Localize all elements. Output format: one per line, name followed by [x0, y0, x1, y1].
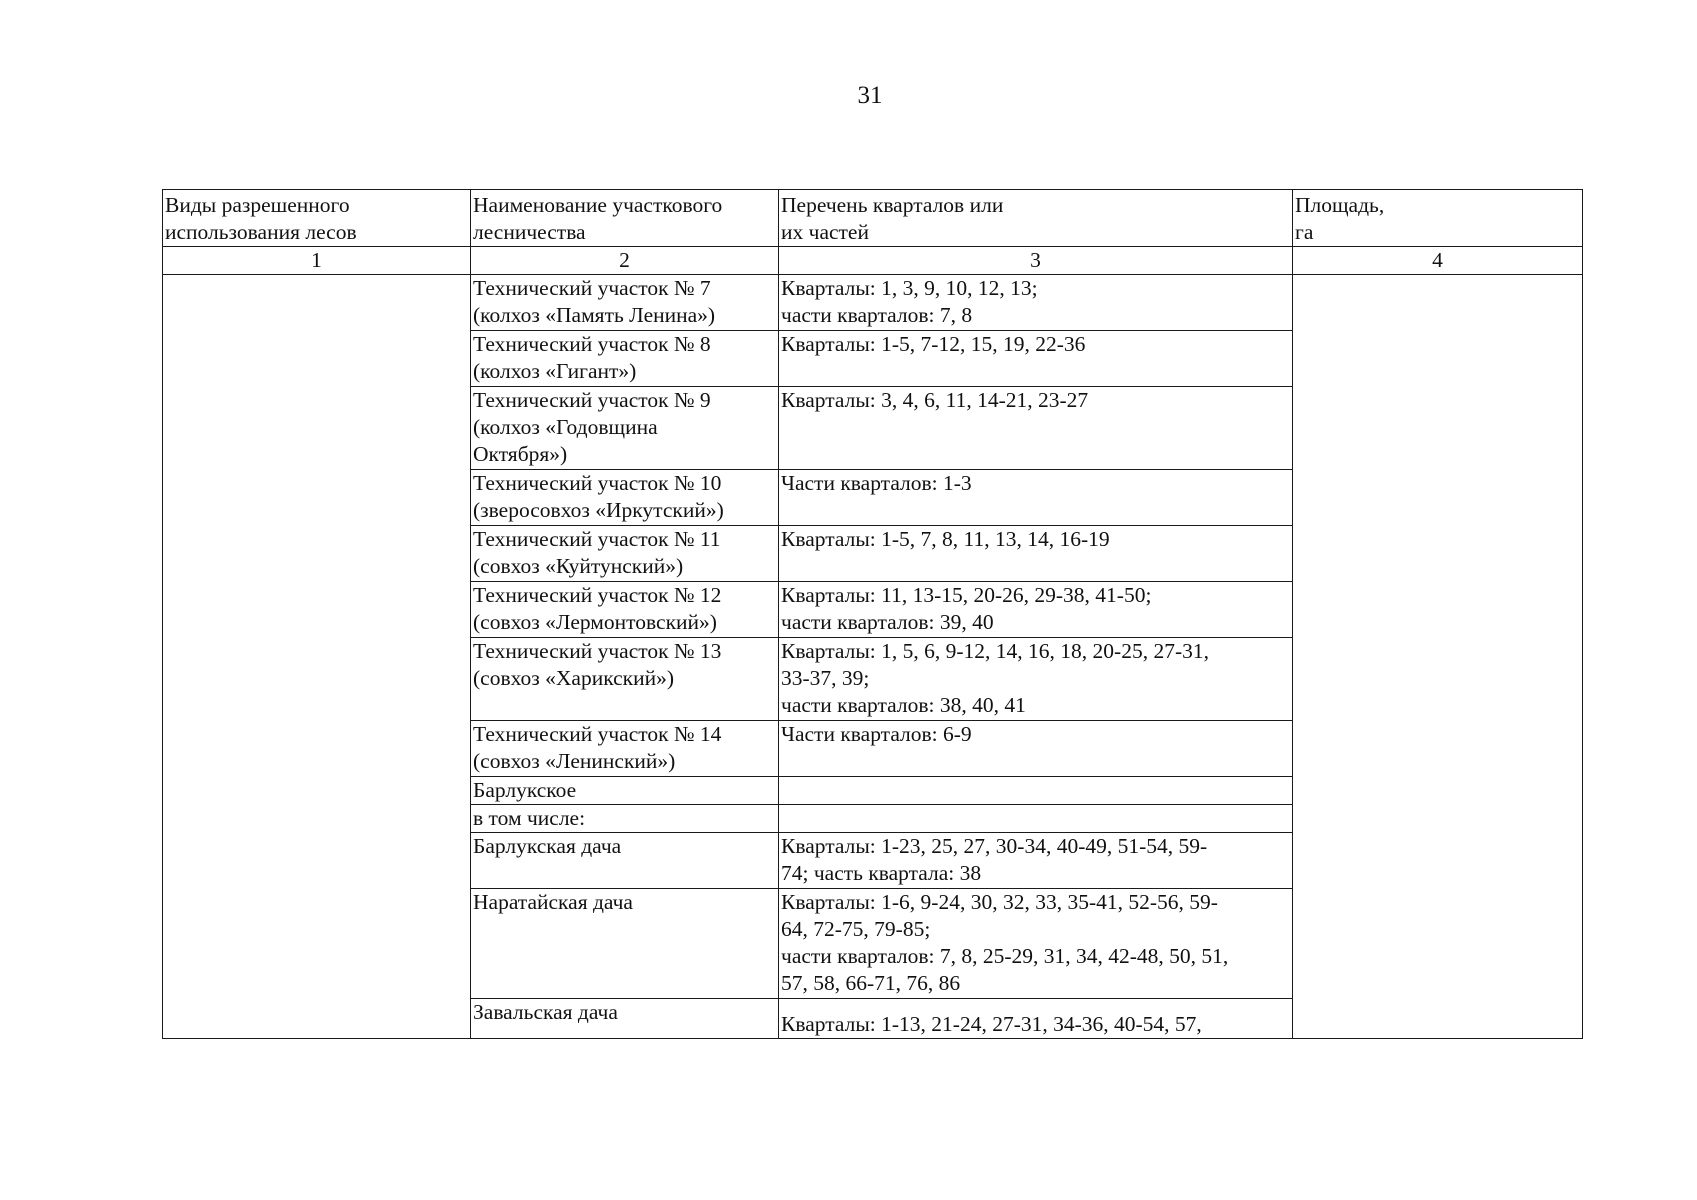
quarters-cell [779, 777, 1293, 805]
quarters-cell [779, 805, 1293, 833]
quarters-cell: Кварталы: 1-6, 9-24, 30, 32, 33, 35-41, 52-56, 59- 64, 72-75, 79-85; части кварталов: 7, 8, 25-29, 31, 34, 42-48, 50, 51, 57, 58, 66-71, 76, 86 [779, 889, 1293, 999]
column-number: 1 [163, 247, 471, 275]
header-forestry-name: Наименование участкового лесничества [471, 190, 779, 247]
column-number-row [163, 247, 1583, 275]
quarters-cell: Части кварталов: 6-9 [779, 721, 1293, 777]
area-cell [1293, 275, 1583, 1039]
forestry-name-cell: Наратайская дача [471, 889, 779, 999]
forest-quarters-table [162, 189, 1583, 1039]
header-quarters-list: Перечень кварталов или их частей [779, 190, 1293, 247]
header-row [163, 190, 1583, 247]
quarters-cell: Кварталы: 1-23, 25, 27, 30-34, 40-49, 51-54, 59- 74; часть квартала: 38 [779, 833, 1293, 889]
quarters-cell: Кварталы: 11, 13-15, 20-26, 29-38, 41-50; части кварталов: 39, 40 [779, 582, 1293, 638]
quarters-cell: Кварталы: 1, 5, 6, 9-12, 14, 16, 18, 20-25, 27-31, 33-37, 39; части кварталов: 38, 40, 41 [779, 638, 1293, 721]
forestry-name-cell: Технический участок № 8 (колхоз «Гигант») [471, 331, 779, 387]
quarters-cell: Кварталы: 3, 4, 6, 11, 14-21, 23-27 [779, 387, 1293, 470]
page-number: 31 [857, 82, 883, 109]
forestry-name-cell: Технический участок № 7 (колхоз «Память Ленина») [471, 275, 779, 331]
quarters-cell: Кварталы: 1-5, 7, 8, 11, 13, 14, 16-19 [779, 526, 1293, 582]
column-number: 3 [779, 247, 1293, 275]
usage-type-cell [163, 275, 471, 1039]
forestry-name-cell: Барлукская дача [471, 833, 779, 889]
header-usage-types: Виды разрешенного использования лесов [163, 190, 471, 247]
forestry-name-cell: Технический участок № 13 (совхоз «Харикский») [471, 638, 779, 721]
forestry-name-cell: Технический участок № 14 (совхоз «Ленинский») [471, 721, 779, 777]
forestry-name-cell: Технический участок № 12 (совхоз «Лермонтовский») [471, 582, 779, 638]
forestry-name-cell: Завальская дача [471, 999, 779, 1039]
forestry-name-cell: Технический участок № 10 (зверосовхоз «Иркутский») [471, 470, 779, 526]
quarters-cell: Кварталы: 1, 3, 9, 10, 12, 13; части кварталов: 7, 8 [779, 275, 1293, 331]
forestry-name-cell: Технический участок № 11 (совхоз «Куйтунский») [471, 526, 779, 582]
forestry-name-cell: Барлукское [471, 777, 779, 805]
forestry-name-cell: Технический участок № 9 (колхоз «Годовщина Октября») [471, 387, 779, 470]
quarters-cell: Кварталы: 1-5, 7-12, 15, 19, 22-36 [779, 331, 1293, 387]
column-number: 2 [471, 247, 779, 275]
header-area: Площадь, га [1293, 190, 1583, 247]
column-number: 4 [1293, 247, 1583, 275]
quarters-cell: Кварталы: 1-13, 21-24, 27-31, 34-36, 40-54, 57, [779, 999, 1293, 1039]
quarters-cell: Части кварталов: 1-3 [779, 470, 1293, 526]
forestry-name-cell: в том числе: [471, 805, 779, 833]
table-row [163, 275, 1583, 331]
